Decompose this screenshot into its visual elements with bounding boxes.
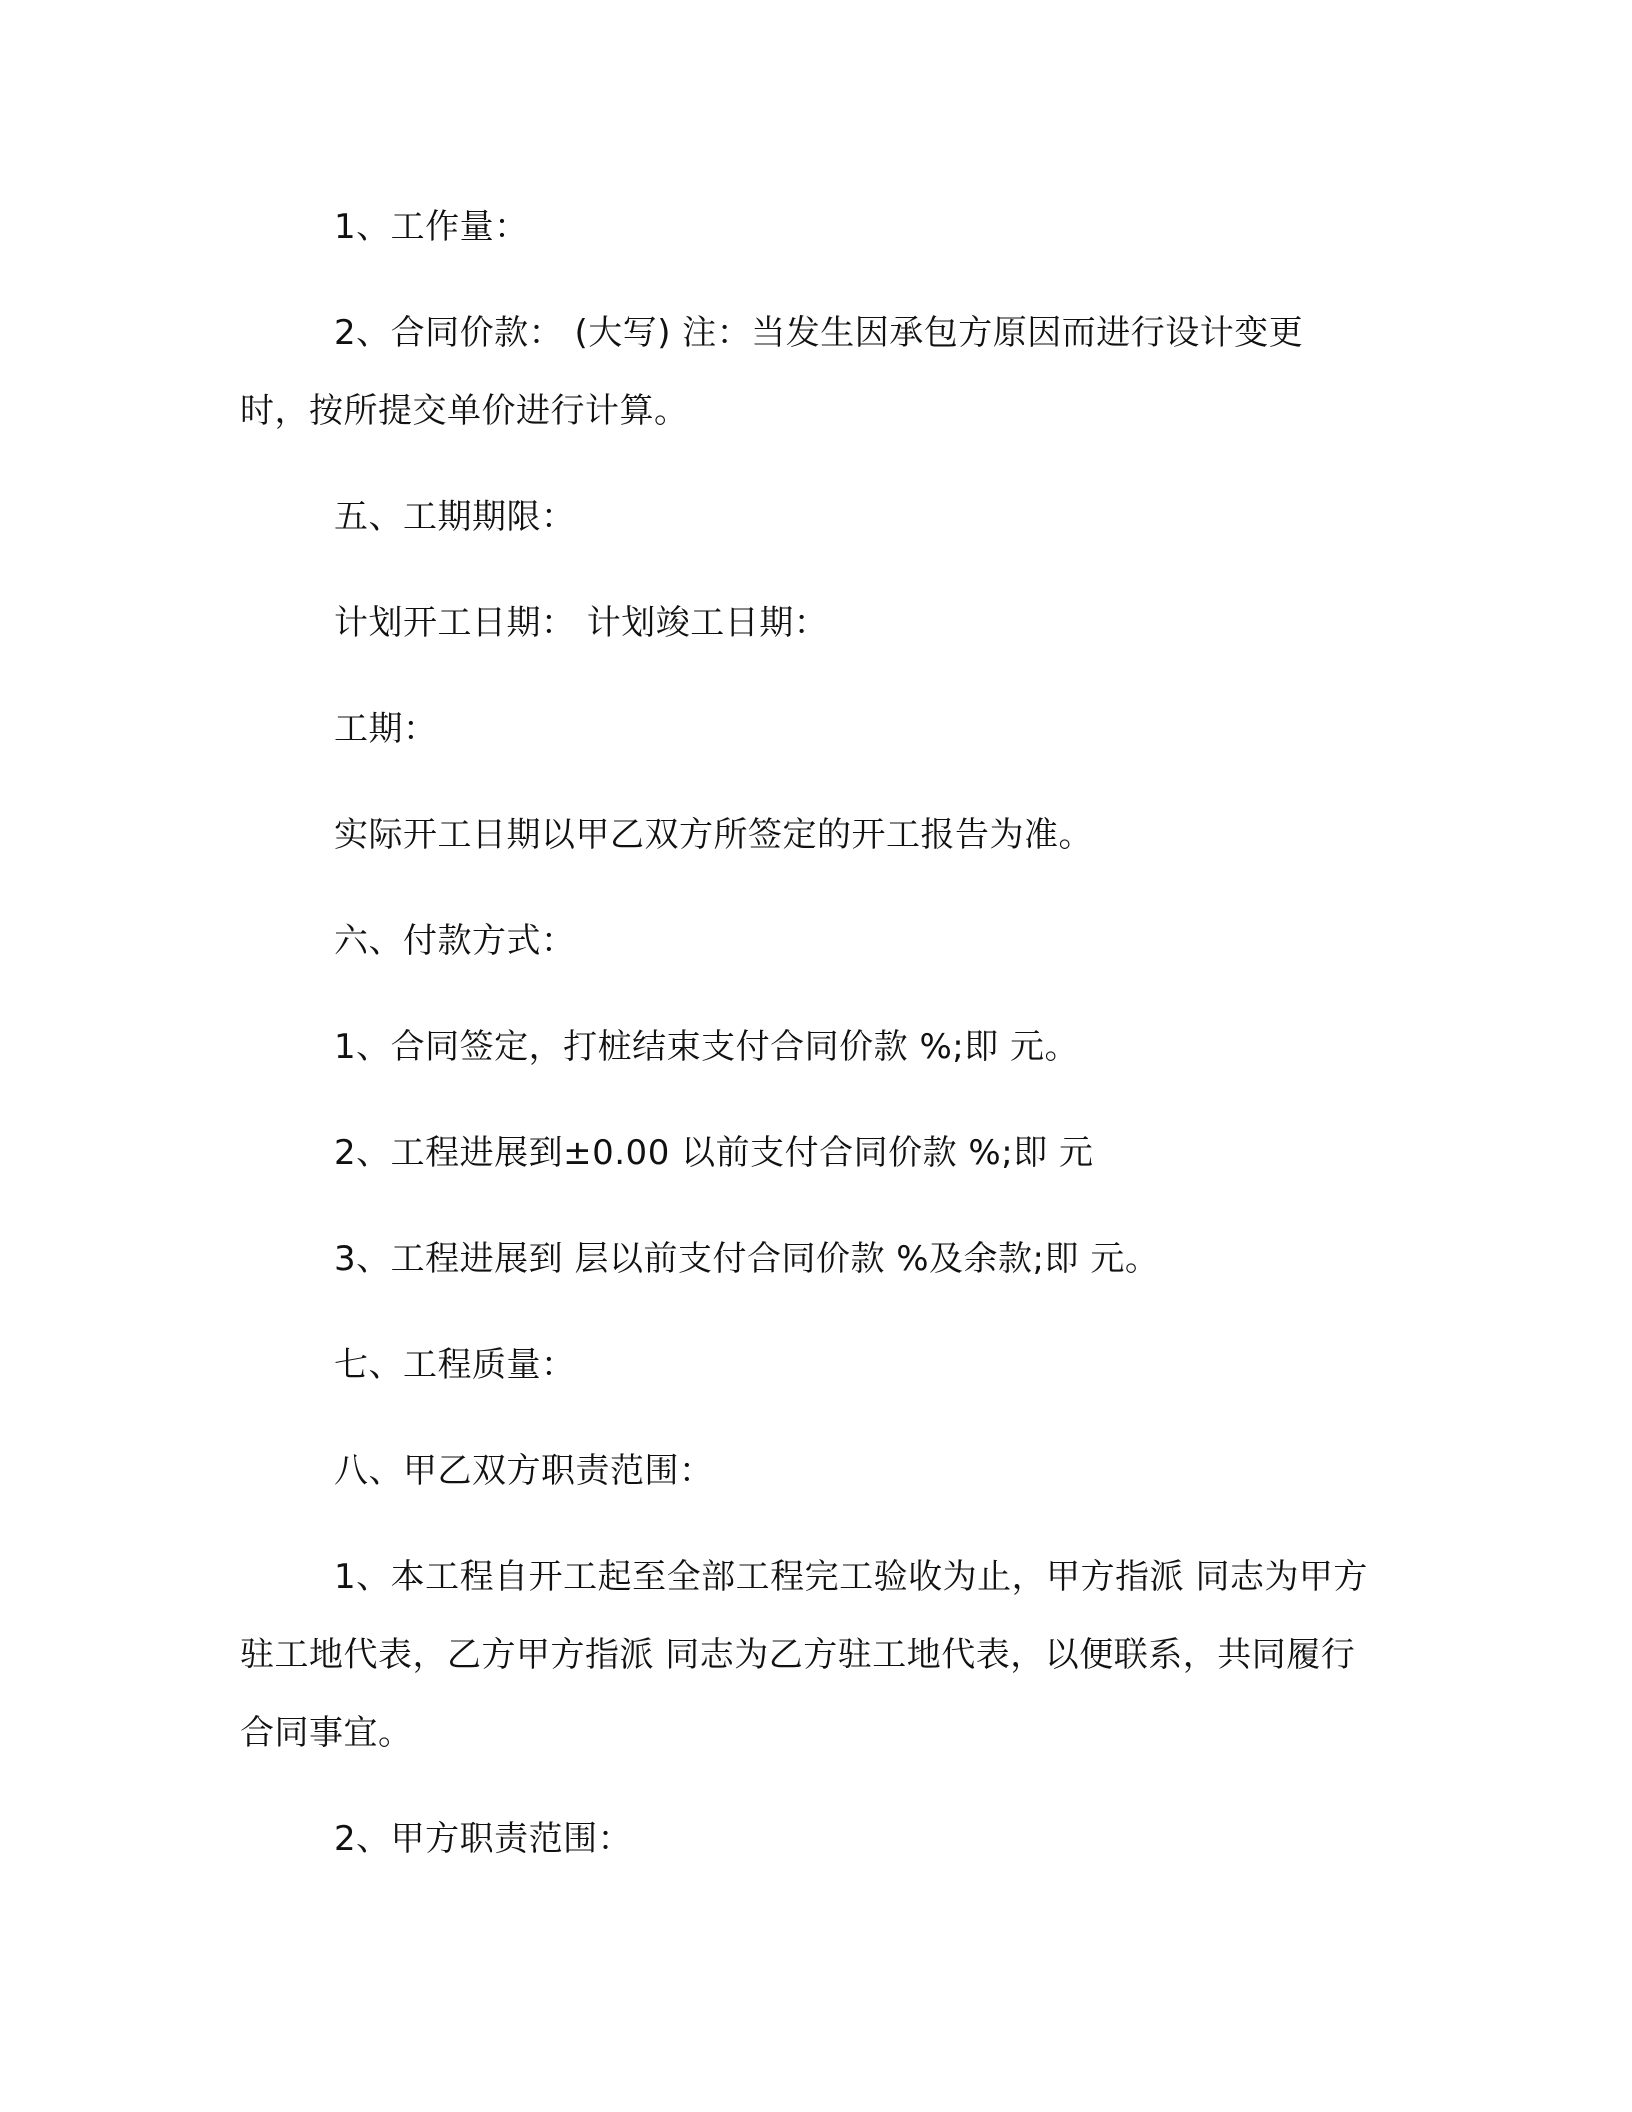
paragraph-workload: 1、工作量： [334,207,529,247]
paragraph-duration: 工期： [334,709,438,749]
heading-payment: 六、付款方式： [334,921,576,961]
paragraph-payment-1: 1、合同签定，打桩结束支付合同价款 %;即 元。 [334,1027,1080,1067]
paragraph-site-representatives: 1、本工程自开工起至全部工程完工验收为止，甲方指派 同志为甲方驻工地代表，乙方甲方指派 同志为乙方驻工地代表，以便联系，共同履行合同事宜。 [240,1557,1368,1753]
document-body [240,188,1370,1906]
paragraph-actual-start: 实际开工日期以甲乙双方所签定的开工报告为准。 [334,815,1093,855]
heading-party-a-responsibilities: 2、甲方职责范围： [334,1819,633,1859]
heading-quality: 七、工程质量： [334,1345,576,1385]
paragraph-contract-price: 2、合同价款： (大写) 注：当发生因承包方原因而进行设计变更时，按所提交单价进行计算。 [240,313,1304,431]
paragraph-payment-3: 3、工程进展到 层以前支付合同价款 %及余款;即 元。 [334,1239,1160,1279]
paragraph-planned-dates: 计划开工日期： 计划竣工日期： [334,603,829,643]
paragraph-payment-2: 2、工程进展到±0.00 以前支付合同价款 %;即 元 [334,1133,1094,1173]
heading-responsibilities: 八、甲乙双方职责范围： [334,1451,714,1491]
heading-schedule: 五、工期期限： [334,497,576,537]
